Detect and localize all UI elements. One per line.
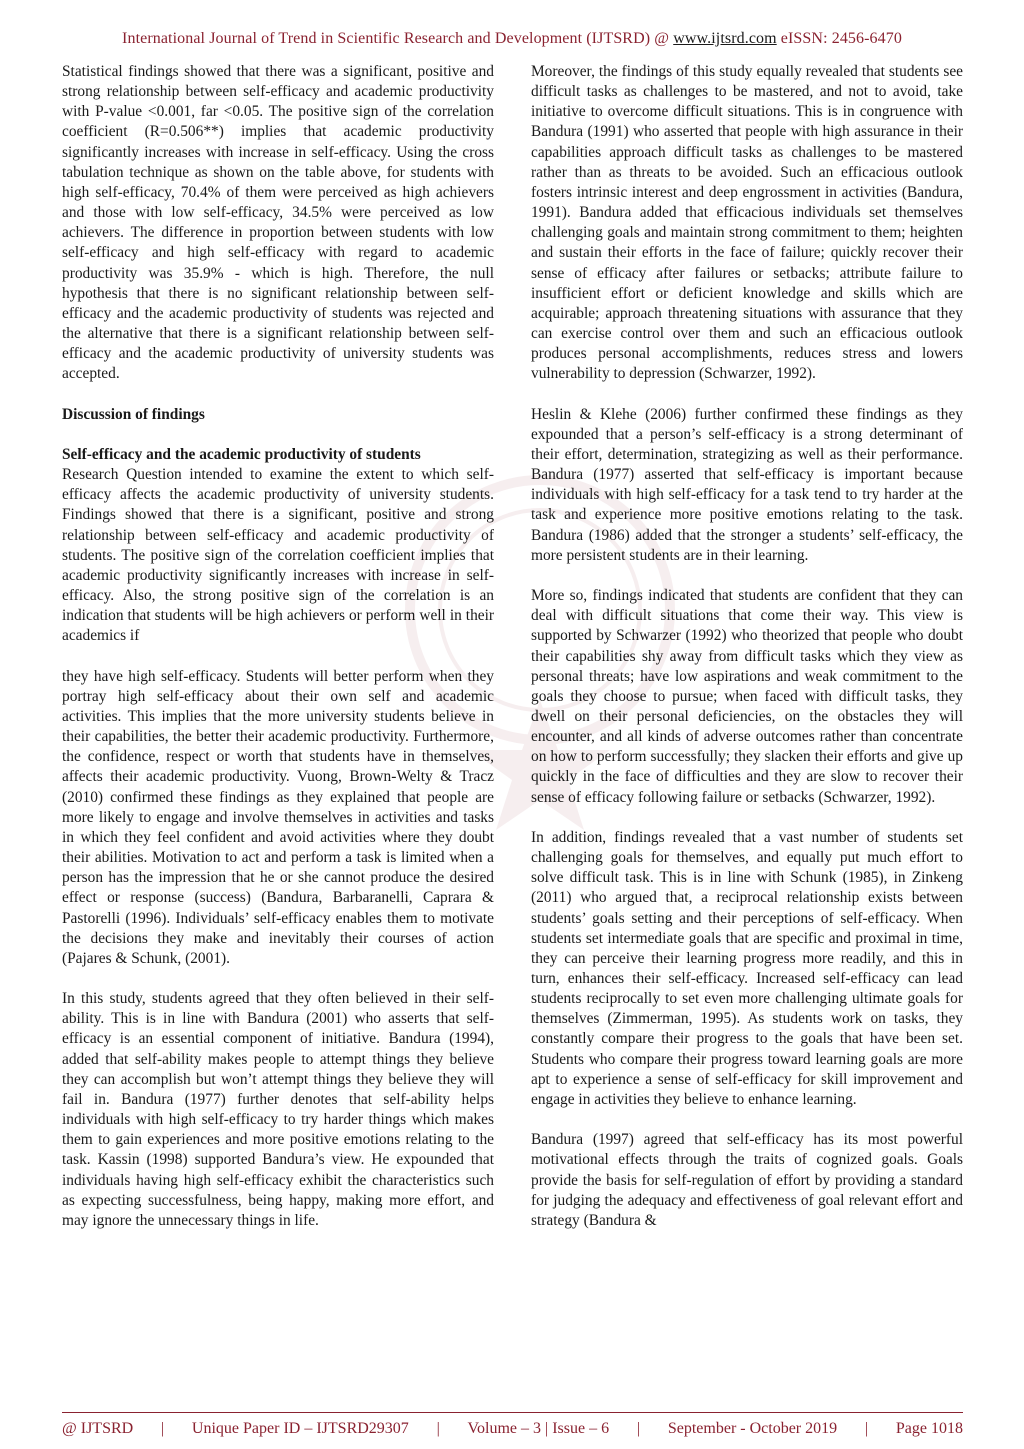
footer-separator: | <box>160 1420 165 1437</box>
paragraph-bandura-1997: Bandura (1997) agreed that self-efficacy has its most powerful motivational effects through the traits of cognized goals. Goals provide the basis for self-regulation of effort by providing a standard for judging the adequacy and effectiveness of goal relevant effort and strategy (Bandura & <box>531 1131 963 1229</box>
footer-volume-issue: Volume – 3 | Issue – 6 <box>467 1420 610 1437</box>
paragraph-heslin-klehe: Heslin & Klehe (2006) further confirmed these findings as they expounded that a person’s self-efficacy is a strong determinant of their effort, determination, strategizing as well as their performance. Bandura (1977) asserted that self-efficacy is important because individuals with high self-efficacy for a task tend to try harder at the task and experience more positive emotions relating to the task. Bandura (1986) added that the stronger a students’ self-efficacy, the more persistent students are in their learning. <box>531 405 963 564</box>
heading-discussion-of-findings: Discussion of findings <box>62 405 205 423</box>
journal-header <box>0 30 1024 48</box>
footer-separator: | <box>436 1420 440 1437</box>
footer-paper-id: Unique Paper ID – IJTSRD29307 <box>191 1420 409 1437</box>
journal-url-link[interactable]: www.ijtsrd.com <box>673 30 777 47</box>
paragraph-goal-setting: In addition, findings revealed that a vast number of students set challenging goals for themselves, and equally put much effort to solve difficult task. This is in line with Schunk (1985), in Zinkeng (2011) who argued that, a reciprocal relationship exists between students’ goals setting and their perceptions of self-efficacy. When students set intermediate goals that are specific and proximal in time, they can perceive their learning progress more readily, and this in turn, enhances their self-efficacy. Increased self-efficacy can lead students reciprocally to set even more challenging ultimate goals for themselves (Zimmerman, 1995). As students work on tasks, they constantly compare their progress to the goals that have been set. Students who compare their progress toward learning goals are more apt to experience a sense of self-efficacy for skill improvement and engage in activities they believe to enhance learning. <box>531 828 963 1108</box>
heading-self-efficacy-productivity: Self-efficacy and the academic productivity of students <box>62 445 421 463</box>
footer-separator: | <box>864 1420 869 1437</box>
journal-issn: eISSN: 2456-6470 <box>780 30 902 47</box>
footer-journal: @ IJTSRD <box>62 1420 134 1437</box>
footer-date: September - October 2019 <box>667 1420 838 1437</box>
paragraph-high-self-efficacy: they have high self-efficacy. Students will better perform when they portray high self-efficacy about their own self and academic activities. This implies that the more university students believe in their capabilities, the better their academic productivity. Furthermore, the confidence, respect or worth that students have in themselves, affects their academic productivity. Vuong, Brown-Welty & Tracz (2010) confirmed these findings as they explained that people are more likely to engage and involve themselves in activities and tasks in which they feel confident and avoid activities where they doubt their abilities. Motivation to act and perform a task is limited when a person has the impression that he or she cannot produce the desired effect or response (success) (Bandura, Barbaranelli, Caprara & Pastorelli (1996). Individuals’ self-efficacy enables them to motivate the decisions they make and inevitably their courses of action (Pajares & Schunk, (2001). <box>62 667 494 967</box>
footer-separator: | <box>636 1420 641 1437</box>
page-footer <box>62 1420 963 1438</box>
paragraph-self-ability: In this study, students agreed that they often believed in their self-ability. This is in line with Bandura (2001) who asserts that self-efficacy is an essential component of initiative. Bandura (1994), added that self-ability makes people to attempt things they believe they can accomplish but won’t attempt things they believe they will fail in. Bandura (1977) further denotes that self-ability helps individuals with high self-efficacy to try harder things which makes them to gain experiences and more positive emotions relating to the task. Kassin (1998) supported Bandura’s view. He expounded that individuals having high self-efficacy exhibit the characteristics such as expecting successfulness, being happy, making more effort, and may ignore the unnecessary things in life. <box>62 990 494 1229</box>
paragraph-research-question: Research Question intended to examine the extent to which self-efficacy affects the academic productivity of university students. Findings showed that there is a significant, positive and strong relationship between self-efficacy and academic productivity of students. The positive sign of the correlation coefficient implies that academic productivity significantly increases with increase in self-efficacy. Also, the strong positive sign of the correlation is an indication that students will be high achievers or perform well in their academics if <box>62 466 494 645</box>
right-column <box>531 62 963 1231</box>
left-column <box>62 62 494 1231</box>
journal-name: International Journal of Trend in Scientific Research and Development (IJTSRD) @ <box>122 30 670 47</box>
footer-page-number: Page 1018 <box>895 1420 963 1437</box>
paragraph-difficult-tasks: Moreover, the findings of this study equally revealed that students see difficult tasks as challenges to be mastered, and not to avoid, take initiative to overcome difficult situations. This is in congruence with Bandura (1991) who asserted that people with high assurance in their capabilities approach difficult tasks as challenges to be mastered rather than as threats to be avoided. Such an efficacious outlook fosters intrinsic interest and deep engrossment in activities (Bandura, 1991). Bandura added that efficacious individuals set themselves challenging goals and maintain strong commitment to them; heighten and sustain their efforts in the face of failure; quickly recover their sense of efficacy after failures or setbacks; attribute failure to insufficient effort or deficient knowledge and skills which are acquirable; approach threatening situations with assurance that they can exercise control over them and such an efficacious outlook produces personal accomplishments, reduces stress and lowers vulnerability to depression (Schwarzer, 1992). <box>531 63 963 383</box>
paragraph-confidence: More so, findings indicated that students are confident that they can deal with difficult situations that come their way. This view is supported by Schwarzer (1992) who theorized that people who doubt their capabilities shy away from difficult tasks which they view as personal threats; have low aspirations and weak commitment to the goals they choose to pursue; when faced with difficult tasks, they dwell on their personal deficiencies, on the obstacles they will encounter, and all kinds of adverse outcomes rather than concentrate on how to perform successfully; they slacken their efforts and give up quickly in the face of difficulties and they are slow to recover their sense of efficacy following failure or setbacks (Schwarzer, 1992). <box>531 587 963 806</box>
footer-divider <box>62 1412 963 1413</box>
paragraph-statistical-findings: Statistical findings showed that there was a significant, positive and strong relationship between self-efficacy and academic productivity with P-value <0.001, far <0.05. The positive sign of the correlation coefficient (R=0.506**) implies that academic productivity significantly increases with increase in self-efficacy. Using the cross tabulation technique as shown on the table above, for students with high self-efficacy, 70.4% of them were perceived as high achievers and those with low self-efficacy, 34.5% were perceived as low achievers. The difference in proportion between students with low self-efficacy and high self-efficacy with regard to academic productivity was 35.9% - which is high. Therefore, the null hypothesis that there is no significant relationship between self-efficacy and the academic productivity of students was rejected and the alternative that there is a significant relationship between self-efficacy and the academic productivity of university students was accepted. <box>62 63 494 383</box>
